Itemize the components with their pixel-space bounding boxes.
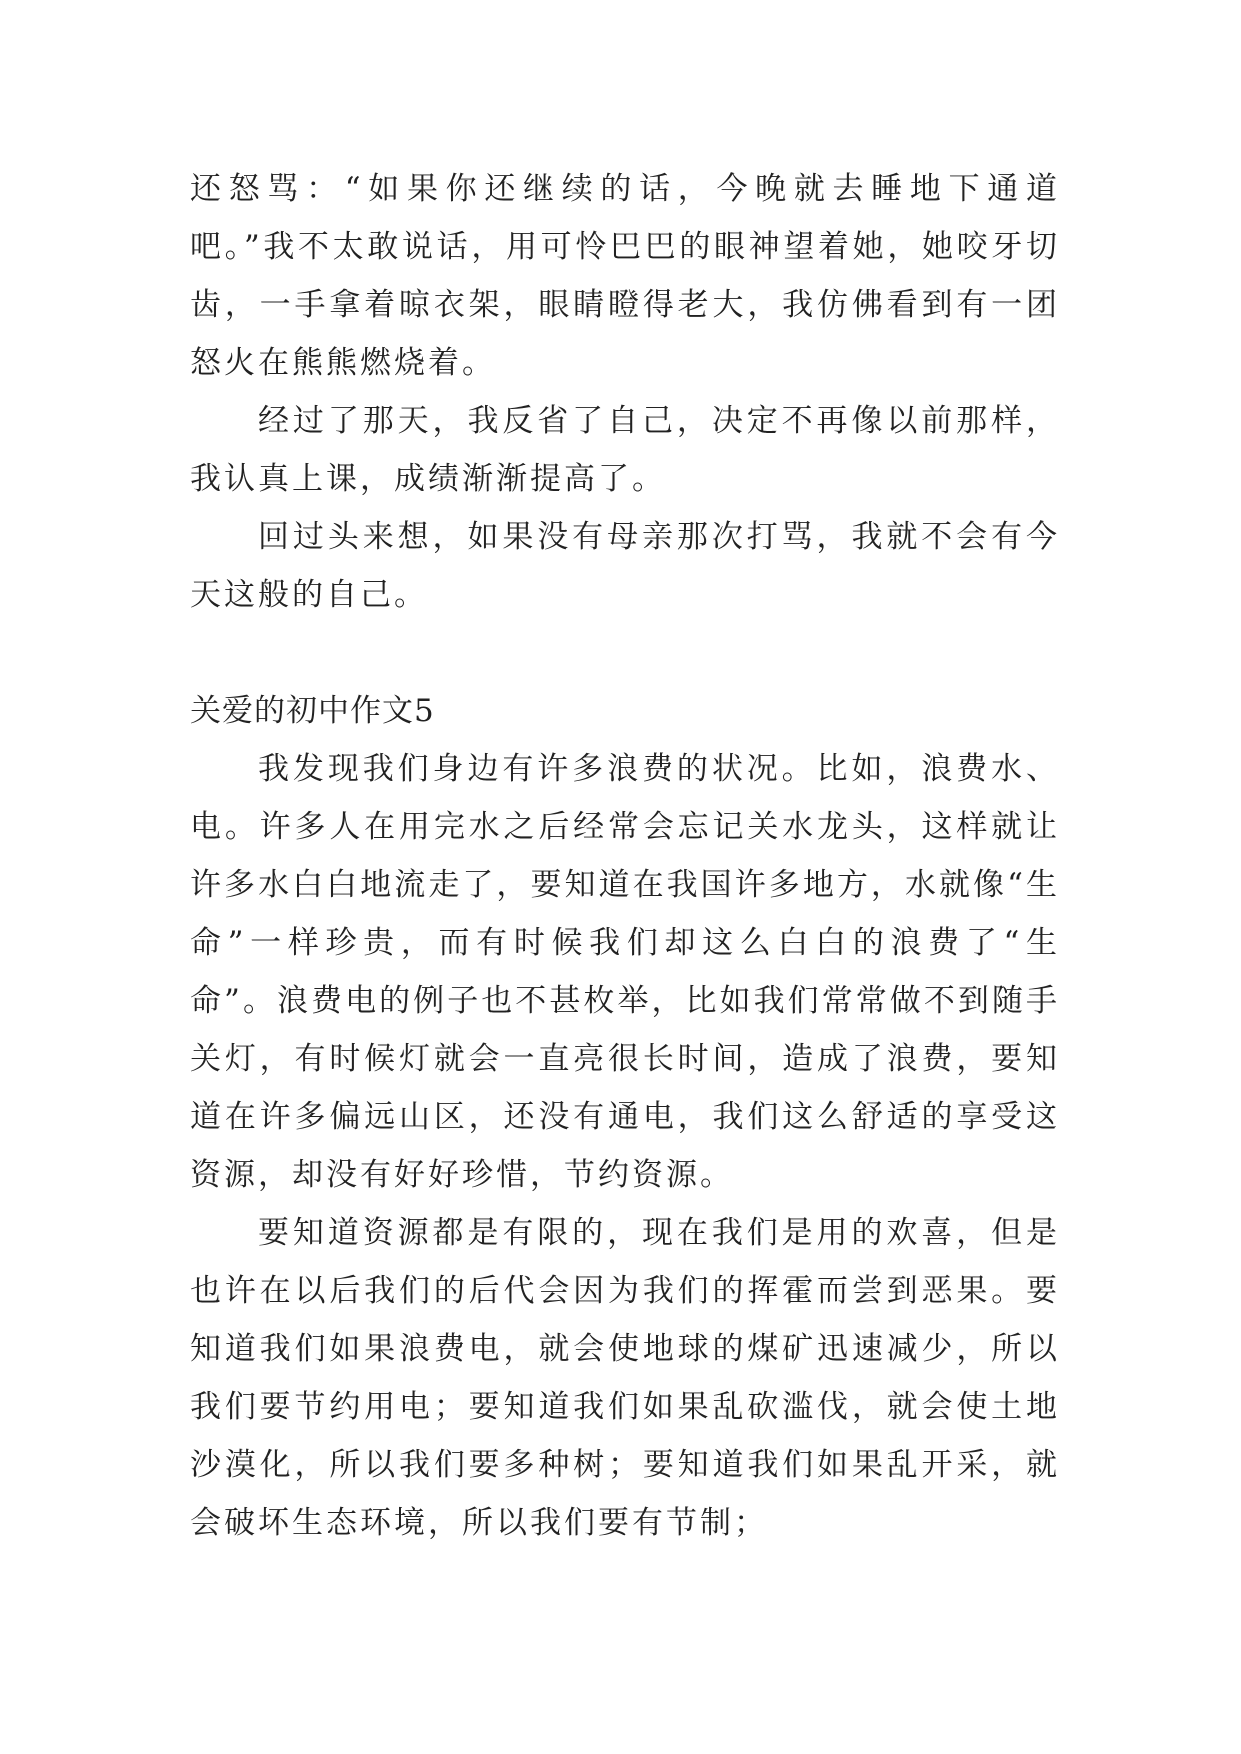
section-title: 关爱的初中作文5 — [190, 693, 435, 729]
section-spacer — [190, 624, 1060, 682]
paragraph-conclusion: 回过头来想，如果没有母亲那次打骂，我就不会有今天这般的自己。 — [190, 519, 1060, 613]
paragraph-waste: 我发现我们身边有许多浪费的状况。比如，浪费水、电。许多人在用完水之后经常会忘记关水龙头，这样就让许多水白白地流走了，要知道在我国许多地方，水就像“生命”一样珍贵，而有时候我们却这么白白的浪费了“生命”。浪费电的例子也不甚枚举，比如我们常常做不到随手关灯，有时候灯就会一直亮很长时间，造成了浪费，要知道在许多偏远山区，还没有通电，我们这么舒适的享受这资源，却没有好好珍惜，节约资源。 — [190, 751, 1060, 1193]
paragraph-resources: 要知道资源都是有限的，现在我们是用的欢喜，但是也许在以后我们的后代会因为我们的挥霍而尝到恶果。要知道我们如果浪费电，就会使地球的煤矿迅速减少，所以我们要节约用电；要知道我们如果乱砍滥伐，就会使土地沙漠化，所以我们要多种树；要知道我们如果乱开采，就会破坏生态环境，所以我们要有节制； — [190, 1215, 1060, 1541]
document-body — [190, 160, 1060, 1552]
paragraph-continuation: 还怒骂：“如果你还继续的话，今晚就去睡地下通道吧。”我不太敢说话，用可怜巴巴的眼神望着她，她咬牙切齿，一手拿着晾衣架，眼睛瞪得老大，我仿佛看到有一团怒火在熊熊燃烧着。 — [190, 171, 1060, 381]
paragraph-reflection: 经过了那天，我反省了自己，决定不再像以前那样，我认真上课，成绩渐渐提高了。 — [190, 403, 1060, 497]
